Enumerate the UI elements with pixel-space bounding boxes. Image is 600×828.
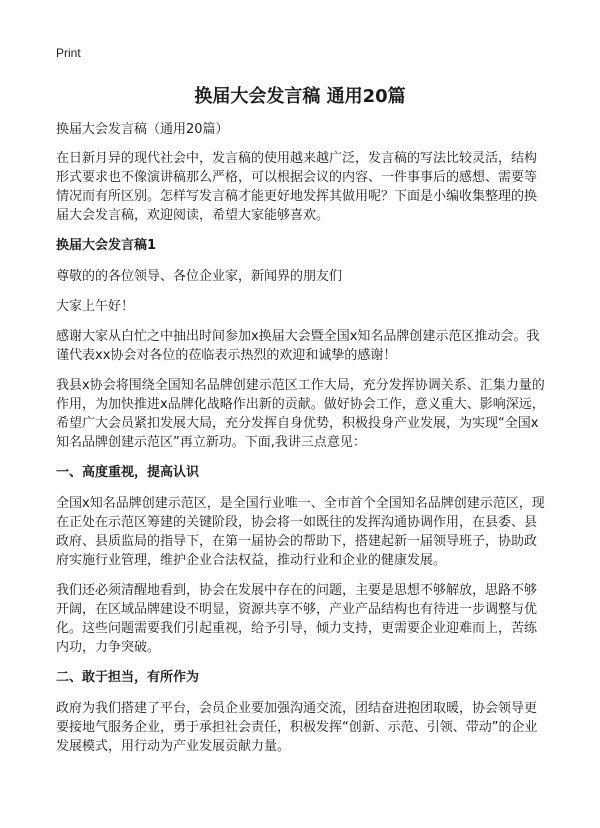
point-heading-2: 二、敢于担当，有所作为 bbox=[56, 670, 200, 685]
section-heading-1: 换届大会发言稿1 bbox=[56, 238, 157, 253]
intro-paragraph: 在日新月异的现代社会中，发言稿的使用越来越广泛，发言稿的写法比较灵活，结构形式要求也不像演讲稿那么严格，可以根据会议的内容、一件事事后的感想、需要等情况而有所区别。怎样写发言稿才能更好地发挥其做用呢？下面是小编收集整理的换届大会发言稿，欢迎阅读，希望大家能够喜欢。 bbox=[56, 151, 538, 223]
paragraph-point1-b: 我们还必须清醒地看到，协会在发展中存在的问题，主要是思想不够解放，思路不够开阔，在区域品牌建设不明显，资源共享不够，产业产品结构也有待进一步调整与优化。这些问题需要我们引起重视，给予引导，倾力支持，更需要企业迎难而上，苦练内功，力争突破。 bbox=[56, 583, 538, 655]
salutation: 尊敬的的各位领导、各位企业家，新闻界的朋友们 bbox=[56, 269, 343, 284]
paragraph-point2-a: 政府为我们搭建了平台，会员企业要加强沟通交流，团结奋进抱团取暖，协会领导更要接地气服务企业，勇于承担社会责任，积极发挥“创新、示范、引领、带动”的企业发展模式，用行动为产业发展贡献力量。 bbox=[56, 701, 538, 754]
paragraph-thanks: 感谢大家从白忙之中抽出时间参加x换届大会暨全国x知名品牌创建示范区推动会。我谨代表xx协会对各位的莅临表示热烈的欢迎和诚挚的感谢！ bbox=[56, 329, 540, 363]
greeting: 大家上午好！ bbox=[56, 299, 135, 314]
point-heading-1: 一、高度重视，提高认识 bbox=[56, 465, 200, 480]
page-title: 换届大会发言稿 通用20篇 bbox=[194, 86, 406, 107]
document-subtitle: 换届大会发言稿（通用20篇） bbox=[56, 122, 229, 137]
paragraph-point1-a: 全国x知名品牌创建示范区，是全国行业唯一、全市首个全国知名品牌创建示范区，现在正处在示范区筹建的关键阶段，协会将一如既往的发挥沟通协调作用，在县委、县政府、县质监局的指导下，在第一届协会的帮助下，搭建起新一届领导班子，协助政府实施行业管理，维护企业合法权益，推动行业和企业的健康发展。 bbox=[56, 496, 545, 568]
document-body bbox=[56, 120, 548, 767]
paragraph-overview: 我县x协会将围绕全国知名品牌创建示范区工作大局，充分发挥协调关系、汇集力量的作用，为加快推进x品牌化战略作出新的贡献。做好协会工作，意义重大、影响深远，希望广大会员紧扣发展大局，充分发挥自身优势，积极投身产业发展，为实现“全国x知名品牌创建示范区”再立新功。下面,我讲三点意见： bbox=[56, 378, 545, 450]
print-link[interactable]: Print bbox=[56, 46, 81, 60]
